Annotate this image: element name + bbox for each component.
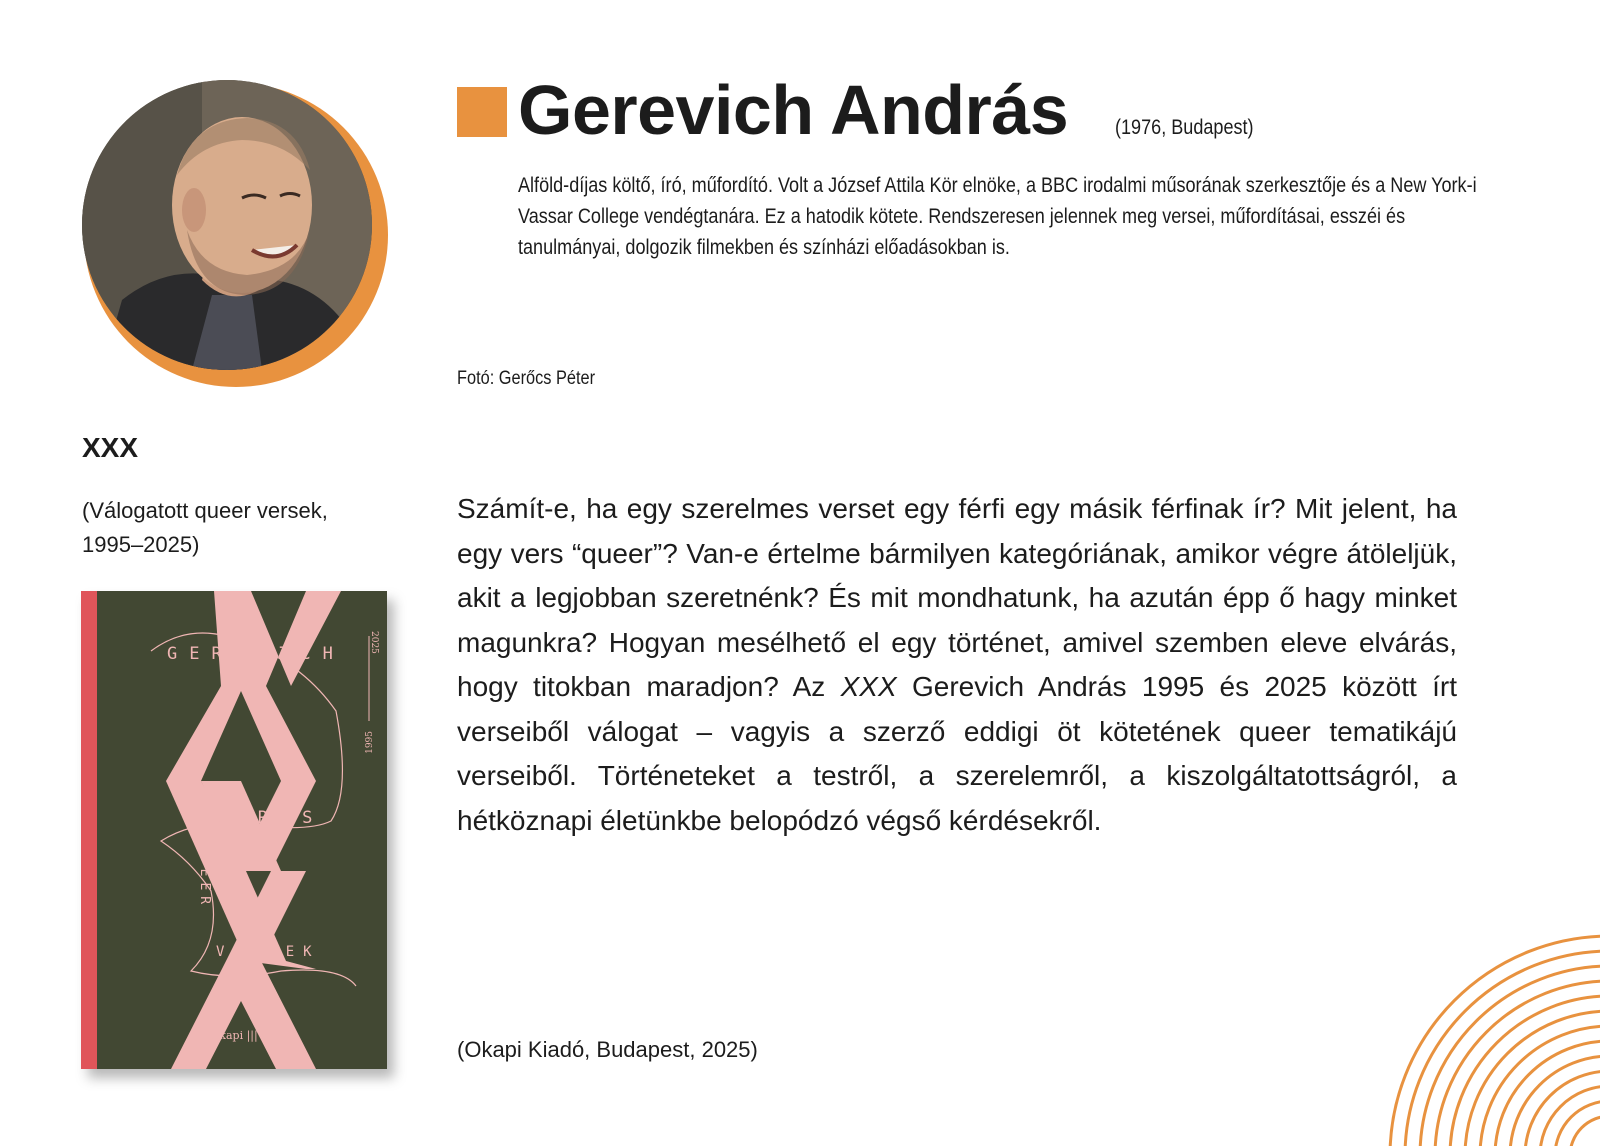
book-title: XXX bbox=[82, 432, 139, 463]
cover-author-first: GEREVICH bbox=[167, 644, 345, 664]
author-birth: (1976, Budapest) bbox=[1115, 116, 1254, 139]
author-photo-illustration bbox=[82, 80, 372, 370]
decorative-arc bbox=[1510, 1056, 1600, 1146]
description-title-italic: XXX bbox=[840, 671, 897, 702]
description-part1: Számít-e, ha egy szerelmes verset egy férfi egy másik férfinak ír? Mit jelent, ha egy vers “queer”? Van-e értelme bármilyen kategóriának, amikor végre átöleljük, akit a legjobban szeretnénk? És mit mondhatunk, ha azután épp ő hagy minket magunkra? Hogyan mesélhető el egy történet, amivel szemben eleve elvárás, hogy titokban maradjon? Az bbox=[457, 493, 1457, 702]
book-publisher: (Okapi Kiadó, Budapest, 2025) bbox=[457, 1037, 758, 1062]
decorative-arc bbox=[1450, 996, 1600, 1146]
cover-series-word1: QUEER bbox=[197, 841, 212, 911]
description-part2: Gerevich András 1995 és 2025 között írt verseiből válogat – vagyis a szerző eddigi öt kötetének queer tematikájú verseiből. Történeteket a testről, a szerelemről, a kiszolgáltatottságról, a hétköznapi életünkbe belopódzó végső kérdésekről. bbox=[457, 671, 1458, 836]
author-bio: Alföld-díjas költő, író, műfordító. Volt a József Attila Kör elnöke, a BBC irodalmi műsorának szerkesztője és a New York-i Vassar College vendégtanára. Ez a hatodik kötete. Rendszeresen jelennek meg versei, műfordításai, esszéi és tanulmányai, dolgozik filmekben és színházi előadásokban is. bbox=[518, 174, 1477, 259]
photo-credit: Fotó: Gerőcs Péter bbox=[457, 368, 596, 389]
book-subtitle: (Válogatott queer versek, 1995–2025) bbox=[82, 498, 328, 557]
author-name: Gerevich András bbox=[518, 71, 1069, 149]
cover-author-second: ANDRÁS bbox=[191, 808, 325, 828]
book-description bbox=[457, 487, 1457, 843]
book-cover-art bbox=[81, 591, 387, 1069]
decorative-arc bbox=[1390, 936, 1600, 1146]
cover-year-from: 1995 bbox=[365, 731, 375, 754]
decorative-arc bbox=[1555, 1101, 1600, 1146]
book-cover bbox=[81, 591, 387, 1069]
decorative-arcs bbox=[1340, 880, 1600, 1146]
cover-imprint: Okapi ||| bbox=[210, 1029, 258, 1042]
author-photo bbox=[82, 80, 372, 370]
decorative-arc bbox=[1525, 1071, 1600, 1146]
book-cover-spine bbox=[81, 591, 97, 1069]
decorative-arc bbox=[1420, 966, 1600, 1146]
accent-square bbox=[457, 87, 507, 137]
decorative-arc bbox=[1495, 1041, 1600, 1146]
decorative-arc bbox=[1570, 1116, 1600, 1146]
cover-series-word2: VERSEK bbox=[216, 944, 321, 960]
cover-year-to: 2025 bbox=[369, 631, 379, 654]
